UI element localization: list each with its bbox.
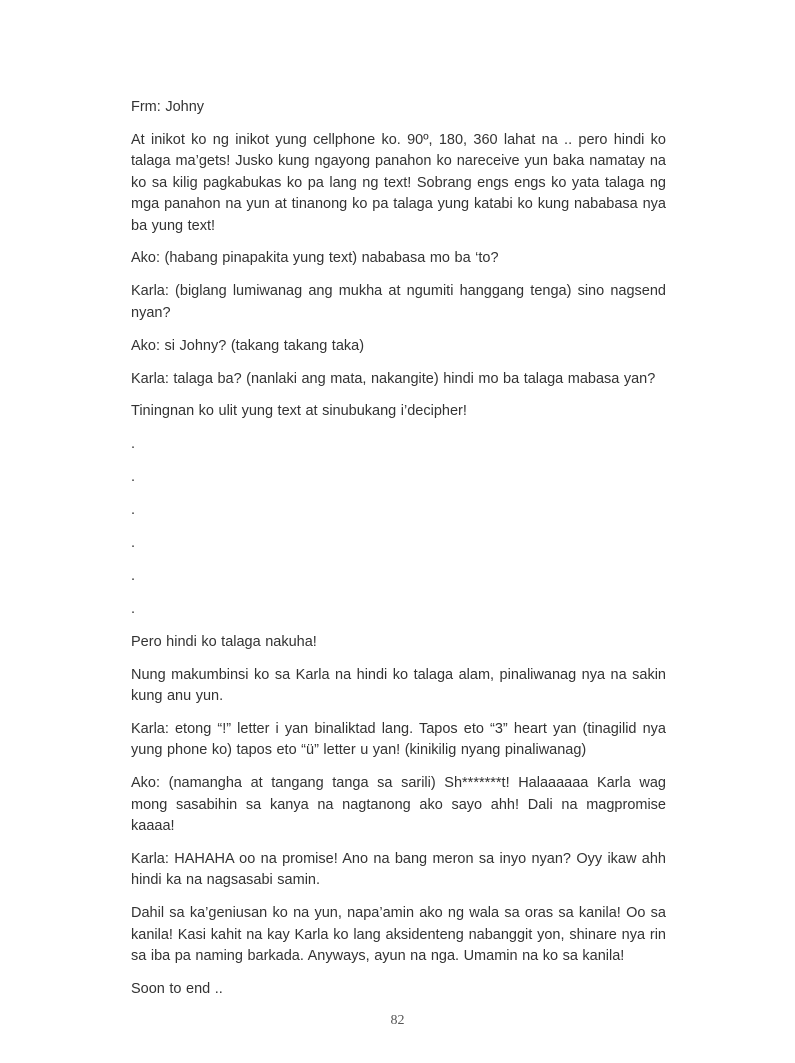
dot-line: . (131, 436, 136, 453)
paragraph-dialogue: Ako: (habang pinapakita yung text) nababasa mo ba ‘to? (131, 250, 499, 267)
paragraph-dialogue: Ako: si Johny? (takang takang taka) (131, 337, 365, 354)
dot-line: . (131, 535, 136, 552)
dot-line: . (131, 469, 136, 486)
paragraph-from-line: Frm: Johny (131, 99, 205, 115)
dot-line: . (131, 568, 136, 584)
paragraph-dialogue: Karla: HAHAHA oo na promise! Ano na bang meron sa inyo nyan? Oyy ikaw ahh hindi ka na nagsasabi samin. (131, 851, 666, 889)
paragraph: At inikot ko ng inikot yung cellphone ko. 90º, 180, 360 lahat na .. pero hindi ko talaga ma’gets! Jusko kung ngayong panahon ko nareceive yun baka namatay na ko sa kilig pagkabukas ko pa lang ng text! Sobrang engs engs ko yata talaga ng mga panahon na yun at tinanong ko pa talaga yung katabi ko kung nababasa nya ba yung text! (131, 131, 666, 234)
paragraph-dialogue: Karla: talaga ba? (nanlaki ang mata, nakangite) hindi mo ba talaga mabasa yan? (131, 370, 656, 387)
dot-line: . (131, 502, 136, 519)
paragraph: Pero hindi ko talaga nakuha! (131, 633, 317, 650)
paragraph-dialogue: Ako: (namangha at tangang tanga sa sarili) Sh*******t! Halaaaaaa Karla wag mong sasabihin sa kanya na nagtanong ako sayo ahh! Dali na magpromise kaaaa! (131, 775, 666, 835)
footer-page-number: 82 (390, 1013, 405, 1028)
paragraph-dialogue: Karla: etong “!” letter i yan binaliktad lang. Tapos eto “3” heart yan (tinagilid nya yung phone ko) tapos eto “ü” letter u yan! (kinikilig nyang pinaliwanag) (131, 721, 666, 759)
paragraph: Dahil sa ka’geniusan ko na yun, napa’amin ako ng wala sa oras sa kanila! Oo sa kanila! Kasi kahit na kay Karla ko lang aksidenteng nabanggit yon, shinare nya rin sa iba pa naming barkada. Anyways, ayun na nga. Umamin na ko sa kanila! (131, 905, 666, 965)
paragraph: Tiningnan ko ulit yung text at sinubukang i’decipher! (131, 403, 467, 420)
document-body (131, 97, 666, 1012)
dot-line: . (131, 600, 136, 617)
paragraph: Nung makumbinsi ko sa Karla na hindi ko talaga alam, pinaliwanag nya na sakin kung anu yun. (131, 666, 666, 705)
paragraph-closing-line: Soon to end .. (131, 981, 223, 998)
paragraph-dialogue: Karla: (biglang lumiwanag ang mukha at ngumiti hanggang tenga) sino nagsend nyan? (131, 283, 666, 321)
